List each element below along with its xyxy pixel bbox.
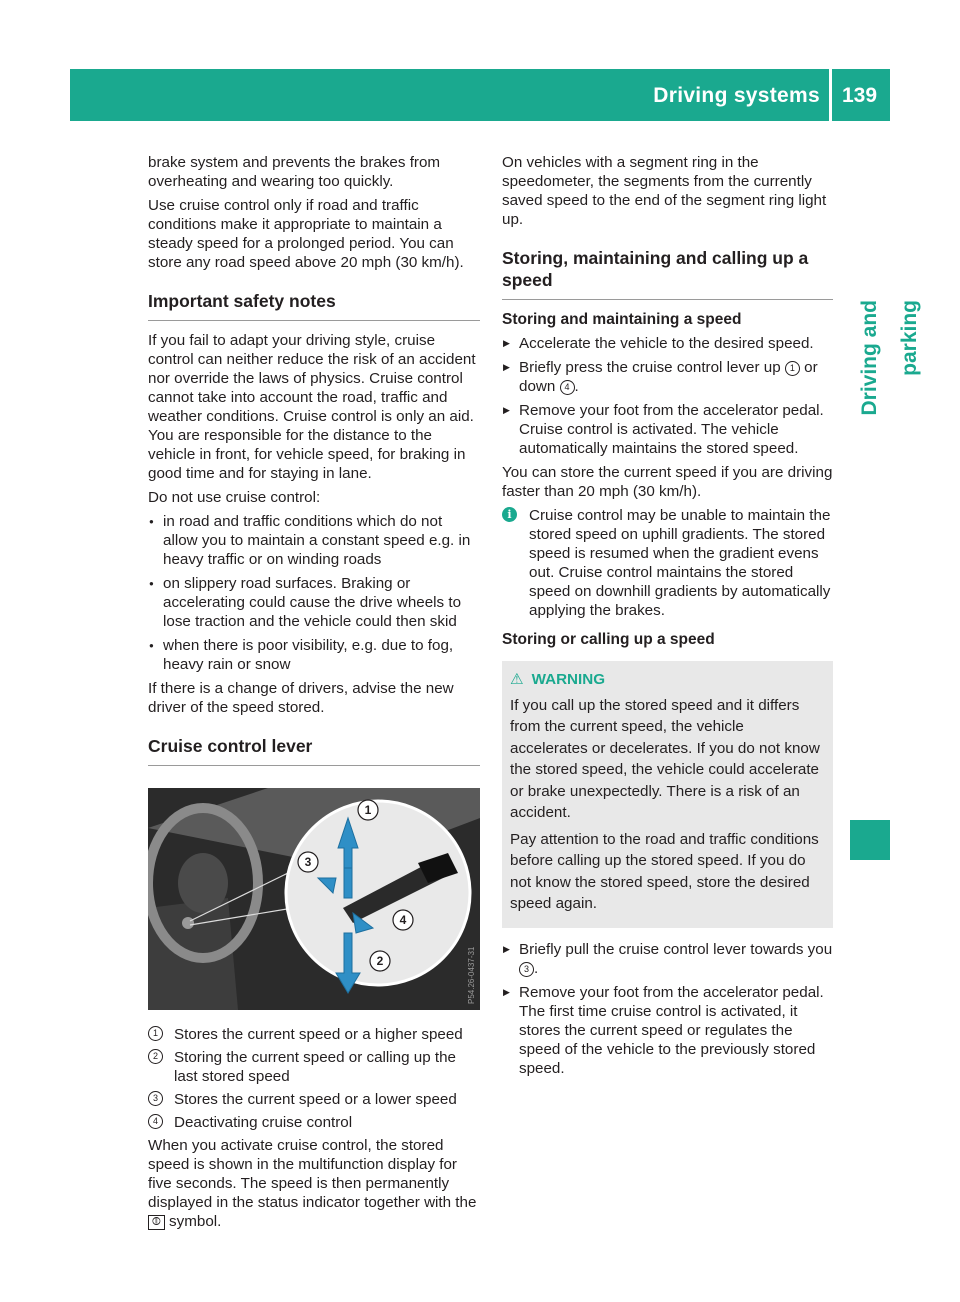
info-icon: i: [502, 507, 517, 522]
figure-callout: 1: [364, 803, 372, 817]
side-tab: [850, 300, 921, 490]
legend-item: 2 Storing the current speed or calling up the last stored speed: [148, 1048, 480, 1086]
paragraph: Do not use cruise control:: [148, 489, 321, 506]
cruise-control-lever-figure: [148, 788, 480, 1010]
legend-item: 3 Stores the current speed or a lower speed: [148, 1090, 480, 1109]
warning-title: ⚠ WARNING: [510, 669, 825, 691]
figure-callout: 3: [304, 855, 312, 869]
paragraph: On vehicles with a segment ring in the speedometer, the segments from the currently saved speed to the end of the segment ring light up.: [502, 154, 827, 228]
figure-callout: 4: [399, 913, 407, 927]
step-item: ▶ Briefly press the cruise control lever up 1 or down 4 .: [502, 358, 833, 396]
info-note: i Cruise control may be unable to maintain the stored speed on uphill gradients. The stored speed is resumed when the gradient evens out. Cruise control maintains the stored speed on downhill gradients by automatically applying the brakes.: [502, 506, 833, 620]
paragraph: If you fail to adapt your driving style, cruise control can neither reduce the risk of an accident nor override the laws of physics. Cruise control cannot take into account the road, traffic and weather conditions. Cruise control is only an aid. You are responsible for the distance to the vehicle in front, for vehicle speed, for braking in good time and for staying in lane.: [148, 332, 476, 482]
legend-item: 1 Stores the current speed or a higher speed: [148, 1025, 480, 1044]
section-title: Driving systems: [653, 84, 820, 107]
subheading-storing-maintaining: Storing and maintaining a speed: [502, 311, 742, 328]
warning-box: [502, 661, 833, 928]
right-column: [502, 153, 833, 1083]
list-item: ● on slippery road surfaces. Braking or accelerating could cause the drive wheels to lose traction and the vehicle could then skid: [148, 574, 480, 631]
cruise-control-symbol-icon: ⦷: [148, 1215, 165, 1230]
list-item: ● in road and traffic conditions which do not allow you to maintain a constant speed e.g. in heavy traffic or on winding roads: [148, 512, 480, 569]
paragraph: When you activate cruise control, the stored speed is shown in the multifunction display for five seconds. The speed is then permanently displayed in the status indicator together with the ⦷ symbol.: [148, 1137, 477, 1230]
step-item: ▶ Remove your foot from the accelerator pedal. The first time cruise control is activated, it stores the current speed or regulates the speed of the vehicle to the previously stored speed.: [502, 983, 833, 1078]
side-marker: [850, 820, 890, 860]
left-column: [148, 153, 480, 1236]
legend-item: 4 Deactivating cruise control: [148, 1113, 480, 1132]
paragraph: You can store the current speed if you are driving faster than 20 mph (30 km/h).: [502, 464, 833, 500]
subheading-storing-calling: Storing or calling up a speed: [502, 631, 715, 648]
step-item: ▶ Remove your foot from the accelerator pedal. Cruise control is activated. The vehicle automatically maintains the stored speed.: [502, 401, 833, 458]
side-tab-label: Driving and parking: [858, 300, 921, 416]
paragraph: If there is a change of drivers, advise the new driver of the speed stored.: [148, 680, 454, 716]
list-item: ● when there is poor visibility, e.g. due to fog, heavy rain or snow: [148, 636, 480, 674]
step-item: ▶ Briefly pull the cruise control lever towards you 3 .: [502, 940, 833, 978]
warning-triangle-icon: ⚠: [510, 671, 524, 688]
warning-text: If you call up the stored speed and it differs from the current speed, the vehicle accelerates or decelerates. If you do not know the stored speed, the vehicle could accelerate or brake unexpectedly. There is a risk of an accident.: [510, 696, 820, 821]
paragraph: Use cruise control only if road and traffic conditions make it appropriate to maintain a steady speed for a prolonged period. You can store any road speed above 20 mph (30 km/h).: [148, 197, 464, 271]
step-item: ▶ Accelerate the vehicle to the desired speed.: [502, 334, 833, 353]
warning-text: Pay attention to the road and traffic conditions before calling up the stored speed. If you do not know the stored speed, store the desired speed again.: [510, 830, 819, 912]
page-number: 139: [842, 84, 878, 107]
header-separator: [829, 69, 832, 121]
heading-safety-notes: Important safety notes: [148, 290, 480, 321]
figure-code: P54.26-0437-31: [467, 946, 476, 1004]
heading-cruise-control-lever: Cruise control lever: [148, 735, 480, 766]
heading-storing-calling: Storing, maintaining and calling up a speed: [502, 247, 833, 300]
figure-callout: 2: [376, 954, 384, 968]
paragraph: brake system and prevents the brakes from overheating and wearing too quickly.: [148, 154, 441, 190]
